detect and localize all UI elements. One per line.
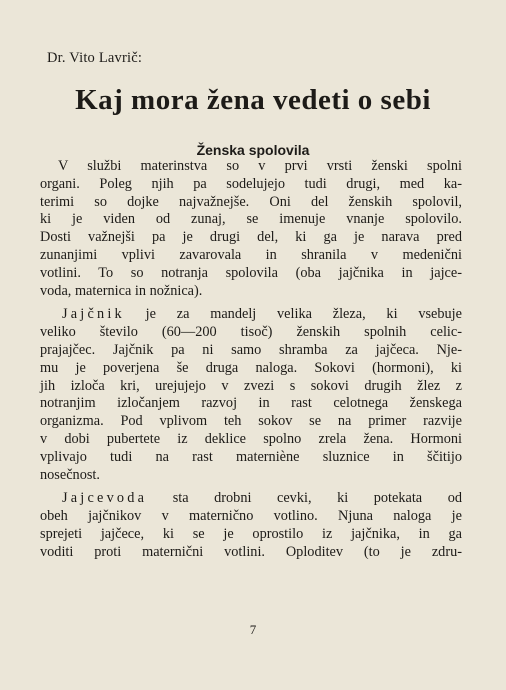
emphasized-term: Jajcevoda [62,490,148,507]
text-line: nosečnost. [40,466,100,483]
text-line: prajajčec. Jajčnik pa ni samo shramba za jajčeca. Nje- [40,341,462,358]
text-line: organizma. Pod vplivom teh sokov se na primer razvije [40,413,462,430]
section-subtitle: Ženska spolovila [196,142,310,158]
text-line: Dosti važnejši pa je drugi del, ki ga je narava pred [40,229,462,246]
text-line: ki je viden od zunaj, se imenuje vnanje spolovilo. [40,211,462,228]
text-line: voda, maternica in nožnica). [40,282,203,299]
text-line: voditi proti maternični votlini. Oploditev (to je zdru- [40,543,462,560]
body-text [40,158,462,562]
page-number: 7 [249,622,257,637]
text-line: vplivajo tudi na rast materniène sluznice in ščitijo [40,448,462,465]
text-line: terimi so dojke najvažnejše. Oni del ženskih spolovil, [40,193,462,210]
text-line: votlini. To so notranja spolovila (oba jajčnika in jajce- [40,264,462,281]
text-line: veliko število (60—200 tisoč) ženskih spolnih celic- [40,324,462,341]
text-line: sprejeti jajčece, ki se je oprostilo iz jajčnika, in ga [40,525,462,542]
emphasized-term: Jajčnik [62,306,125,323]
text-line: zunanjimi vplivi zavarovala in shranila v medenični [40,246,462,263]
text-line: mu je poverjena še druga naloga. Sokovi (hormoni), ki [40,359,462,376]
text-line: v dobi pubertete iz deklice spolno zrela žena. Hormoni [40,430,462,447]
text-line: Jajcevoda sta drobni cevki, ki potekata od [62,490,462,507]
author-header: Dr. Vito Lavrič: [47,50,143,66]
text-line: Jajčnik je za mandelj velika žleza, ki vsebuje [62,306,462,323]
text-line: V službi materinstva so v prvi vrsti ženski spolni [58,158,462,174]
text-line: obeh jajčnikov v maternično votlino. Njuna naloga je [40,508,462,525]
text-line: notranjim izločanjem razvoj in rast celotnega ženskega [40,395,462,412]
text-line: jih izloča kri, urejujejo v zvezi s sokovi drugih žlez z [40,377,462,394]
page-title: Kaj mora žena vedeti o sebi [75,84,431,116]
text-line: organi. Poleg njih pa sodelujejo tudi drugi, med ka- [40,175,462,192]
